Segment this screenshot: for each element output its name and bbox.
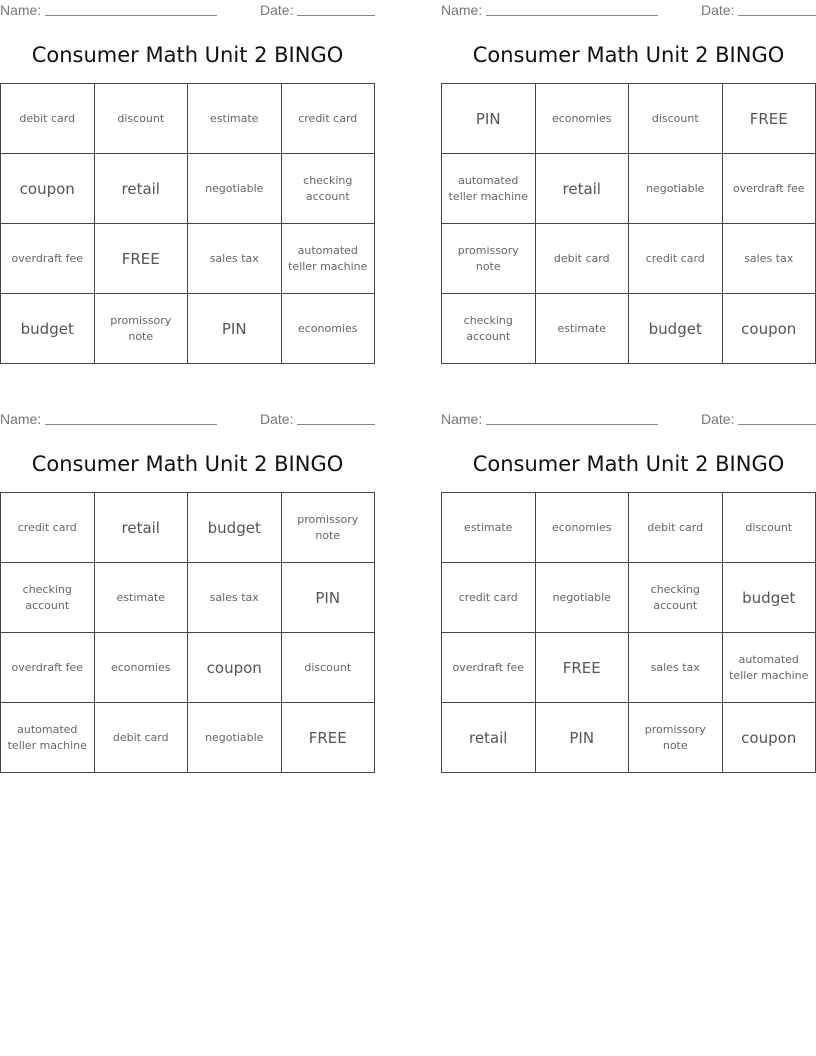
card-header <box>441 411 816 429</box>
bingo-cell: debit card <box>629 493 723 563</box>
bingo-cell: overdraft fee <box>1 633 95 703</box>
bingo-cell: budget <box>629 294 723 364</box>
bingo-grid <box>0 83 375 364</box>
card-title: Consumer Math Unit 2 BINGO <box>472 452 785 476</box>
bingo-card-2 <box>441 0 816 364</box>
bingo-cell: promissory note <box>282 493 376 563</box>
bingo-cell: negotiable <box>536 563 630 633</box>
bingo-cell: automated teller machine <box>1 703 95 773</box>
bingo-cell: budget <box>723 563 816 633</box>
date-label: Date: <box>701 411 735 427</box>
bingo-cell: coupon <box>723 294 816 364</box>
bingo-cell: coupon <box>723 703 816 773</box>
bingo-cell: overdraft fee <box>1 224 95 294</box>
bingo-cell: credit card <box>629 224 723 294</box>
bingo-cell: automated teller machine <box>282 224 376 294</box>
bingo-cell: checking account <box>1 563 95 633</box>
bingo-cell: checking account <box>442 294 536 364</box>
date-label: Date: <box>701 2 735 18</box>
name-label: Name: <box>0 2 42 18</box>
bingo-cell: retail <box>95 154 189 224</box>
card-title: Consumer Math Unit 2 BINGO <box>31 43 344 67</box>
name-blank <box>486 15 658 16</box>
bingo-cell: promissory note <box>95 294 189 364</box>
card-header <box>441 2 816 20</box>
bingo-cell: overdraft fee <box>723 154 816 224</box>
bingo-cell: FREE <box>723 84 816 154</box>
date-blank <box>738 424 816 425</box>
date-blank <box>738 15 816 16</box>
bingo-cell: estimate <box>95 563 189 633</box>
bingo-cell: economies <box>536 493 630 563</box>
bingo-cell: budget <box>1 294 95 364</box>
name-blank <box>45 15 217 16</box>
bingo-cell: sales tax <box>723 224 816 294</box>
bingo-cell: discount <box>723 493 816 563</box>
bingo-cell: economies <box>95 633 189 703</box>
bingo-cell: economies <box>536 84 630 154</box>
bingo-cell: FREE <box>95 224 189 294</box>
bingo-cell: sales tax <box>188 224 282 294</box>
bingo-cell: estimate <box>188 84 282 154</box>
bingo-cell: promissory note <box>629 703 723 773</box>
bingo-card-1 <box>0 0 375 364</box>
bingo-cell: credit card <box>1 493 95 563</box>
bingo-cell: PIN <box>442 84 536 154</box>
bingo-cell: negotiable <box>188 703 282 773</box>
bingo-cell: discount <box>629 84 723 154</box>
date-blank <box>297 15 375 16</box>
bingo-cell: overdraft fee <box>442 633 536 703</box>
card-header <box>0 411 375 429</box>
bingo-grid <box>441 492 816 773</box>
name-blank <box>45 424 217 425</box>
bingo-cell: debit card <box>536 224 630 294</box>
name-label: Name: <box>0 411 42 427</box>
bingo-cell: budget <box>188 493 282 563</box>
bingo-cell: estimate <box>442 493 536 563</box>
bingo-cell: coupon <box>1 154 95 224</box>
bingo-cell: debit card <box>1 84 95 154</box>
bingo-cell: PIN <box>536 703 630 773</box>
bingo-cell: credit card <box>442 563 536 633</box>
bingo-cell: PIN <box>188 294 282 364</box>
bingo-cell: checking account <box>629 563 723 633</box>
date-blank <box>297 424 375 425</box>
bingo-card-4 <box>441 409 816 773</box>
bingo-cell: automated teller machine <box>442 154 536 224</box>
card-header <box>0 2 375 20</box>
bingo-cell: economies <box>282 294 376 364</box>
bingo-cell: checking account <box>282 154 376 224</box>
bingo-cell: promissory note <box>442 224 536 294</box>
name-label: Name: <box>441 2 483 18</box>
bingo-grid <box>0 492 375 773</box>
bingo-cell: retail <box>95 493 189 563</box>
bingo-cell: FREE <box>536 633 630 703</box>
name-blank <box>486 424 658 425</box>
bingo-cell: retail <box>536 154 630 224</box>
bingo-cell: FREE <box>282 703 376 773</box>
bingo-card-3 <box>0 409 375 773</box>
bingo-cell: discount <box>282 633 376 703</box>
card-title: Consumer Math Unit 2 BINGO <box>472 43 785 67</box>
date-label: Date: <box>260 411 294 427</box>
bingo-cell: estimate <box>536 294 630 364</box>
name-label: Name: <box>441 411 483 427</box>
bingo-cell: automated teller machine <box>723 633 816 703</box>
bingo-cell: negotiable <box>188 154 282 224</box>
bingo-grid <box>441 83 816 364</box>
card-title: Consumer Math Unit 2 BINGO <box>31 452 344 476</box>
bingo-cell: coupon <box>188 633 282 703</box>
bingo-cell: PIN <box>282 563 376 633</box>
bingo-cell: debit card <box>95 703 189 773</box>
bingo-cell: sales tax <box>629 633 723 703</box>
bingo-cell: negotiable <box>629 154 723 224</box>
date-label: Date: <box>260 2 294 18</box>
bingo-cell: discount <box>95 84 189 154</box>
bingo-cell: credit card <box>282 84 376 154</box>
bingo-cell: retail <box>442 703 536 773</box>
bingo-cell: sales tax <box>188 563 282 633</box>
